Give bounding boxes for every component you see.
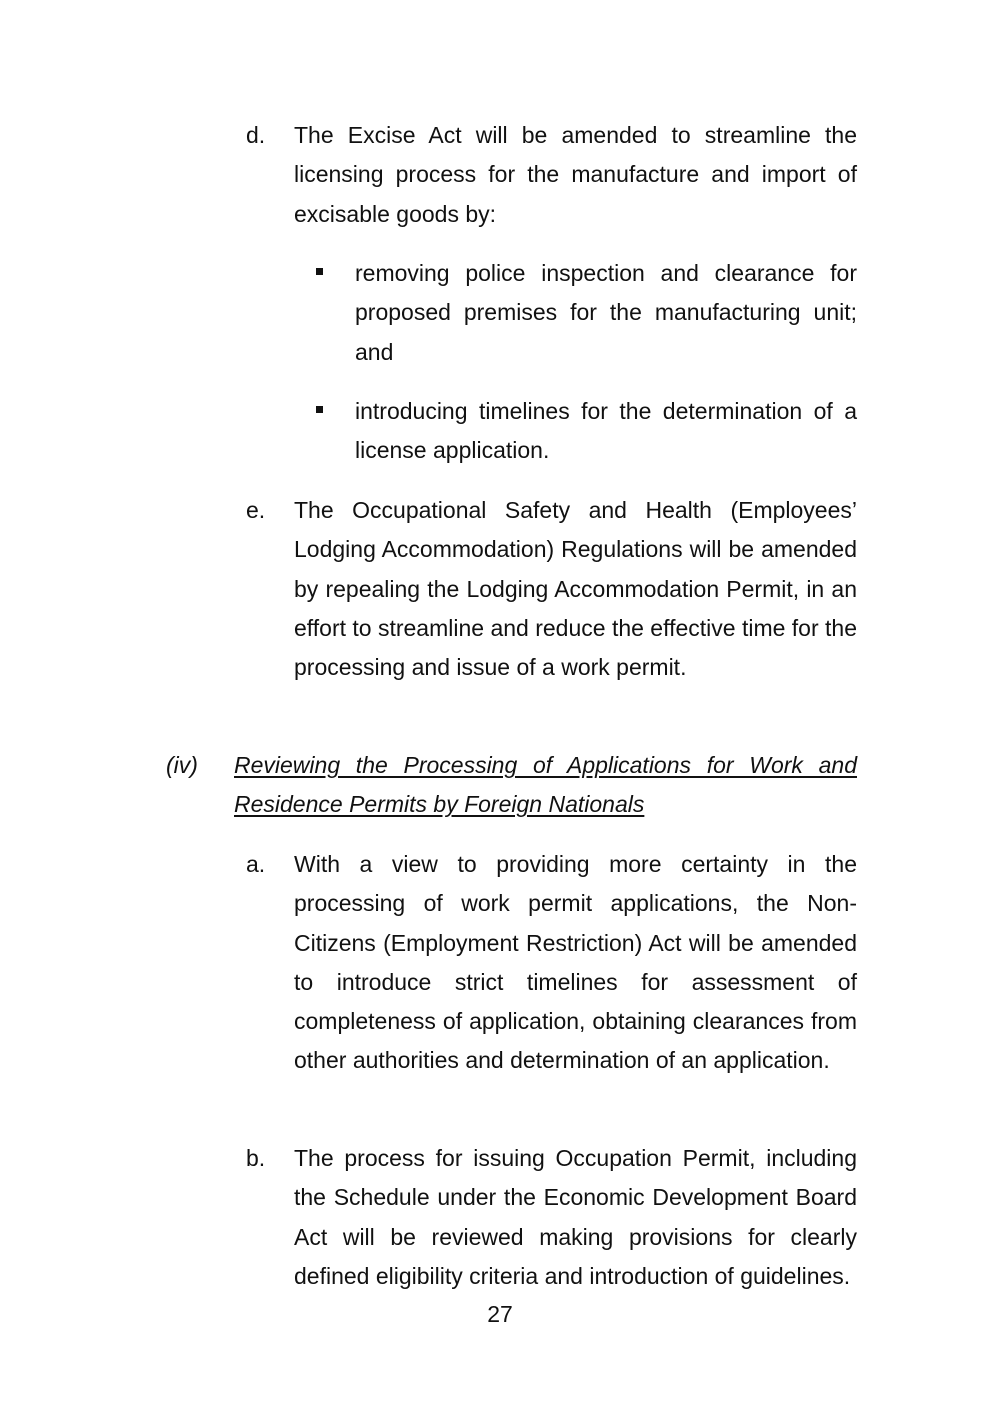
section-iv-heading: Reviewing the Processing of Applications for Work and Residence Permits by Foreign Nationals [234,752,857,818]
bullet-square-icon [316,268,323,275]
bullet-square-icon [316,406,323,413]
item-b-marker: b. [246,1145,266,1171]
item-d-marker: d. [246,122,266,148]
item-a-marker: a. [246,851,266,877]
item-d-bullet-2: introducing timelines for the determination of a license application. [355,398,857,464]
item-b-text: The process for issuing Occupation Permit, including the Schedule under the Economic Development Board Act will be reviewed making provisions for clearly defined eligibility criteria and introduction of guidelines. [294,1145,857,1289]
item-d-bullet-1: removing police inspection and clearance for proposed premises for the manufacturing unit; and [355,260,857,365]
item-a-text: With a view to providing more certainty in the processing of work permit applications, the Non-Citizens (Employment Restriction) Act will be amended to introduce strict timelines for assessment of completeness of application, obtaining clearances from other authorities and determination of an application. [294,851,857,1074]
section-iv-marker: (iv) [166,752,198,778]
item-e-marker: e. [246,497,266,523]
item-e-text: The Occupational Safety and Health (Employees’ Lodging Accommodation) Regulations will be amended by repealing the Lodging Accommodation Permit, in an effort to streamline and reduce the effective time for the processing and issue of a work permit. [294,497,857,681]
item-d-text: The Excise Act will be amended to streamline the licensing process for the manufacture and import of excisable goods by: [294,122,857,227]
page-number: 27 [487,1301,513,1327]
